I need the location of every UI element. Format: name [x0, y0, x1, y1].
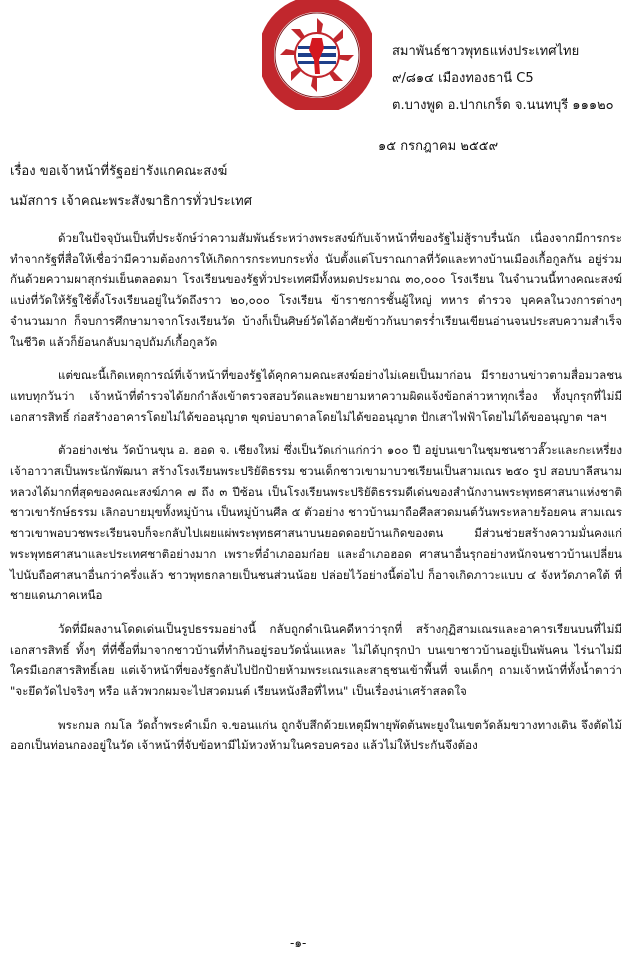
letter-date: ๑๕ กรกฎาคม ๒๕๕๙: [378, 139, 499, 154]
page-number: -๑-: [290, 936, 307, 950]
sender-organization: สมาพันธ์ชาวพุทธแห่งประเทศไทย: [392, 44, 580, 59]
body-paragraph: วัดที่มีผลงานโดดเด่นเป็นรูปธรรมอย่างนี้ กลับถูกดำเนินคดีหาว่ารุกที่ สร้างกุฏิสามเณรและอาคารเรียนบนที่ไม่มีเอกสารสิทธิ์ ทั้งๆ ที่ที่ซื้อที่มาจากชาวบ้านที่ทำกินอยู่รอบวัดนั่นแหละ ไม่ได้บุกรุกป่า บนเขาชาวบ้านอยู่เป็นพันคน ไร่นาไม่มีใครมีเอกสารสิทธิ์เลย แต่เจ้าหน้าที่ของรัฐกลับไปปักป้ายห้ามพระเณรและสาธุชนเข้าพื้นที่ จนเด็กๆ ถามเจ้าหน้าที่ทั้งน้ำตาว่า "จะยึดวัดไปจริงๆ หรือ แล้วพวกผมจะไปสวดมนต์ เรียนหนังสือที่ไหน" เป็นเรื่องน่าเศร้าสลดใจ: [10, 621, 622, 699]
body-paragraph: ตัวอย่างเช่น วัดบ้านขุน อ. ฮอด จ. เชียงใหม่ ซึ่งเป็นวัดเก่าแก่กว่า ๑๐๐ ปี อยู่บนเขาในชุมชนชาวลั๊วะและกะเหรี่ยง เจ้าอาวาสเป็นพระนักพัฒนา สร้างโรงเรียนพระปริยัติธรรม ชวนเด็กชาวเขามาบวชเรียนเป็นสามเณร ๒๕๐ รูป สอบบาลีสนามหลวงได้มากที่สุดของคณะสงฆ์ภาค ๗ ถึง ๓ ปีซ้อน เป็นโรงเรียนพระปริยัติธรรมดีเด่นของสำนักงานพระพุทธศาสนาแห่งชาติ ชาวเขารักษ์ธรรม เลิกอบายมุขทั้งหมู่บ้าน เป็นหมู่บ้านศีล ๕ ตัวอย่าง ชาวบ้านมาถือศีลสวดมนต์วันพระหลายร้อยคน สามเณรชาวเขาพอบวชพระเรียนจบก็จะกลับไปเผยแผ่พระพุทธศาสนาบนยอดดอยบ้านเกิดของตน มีส่วนช่วยสร้างความมั่นคงแก่พระพุทธศาสนาและประเทศชาติอย่างมาก เพราะที่อำเภออมก๋อย และอำเภอฮอด ศาสนาอื่นรุกอย่างหนักจนชาวบ้านเปลี่ยนไปนับถือศาสนาอื่นกว่าครึ่งแล้ว ชาวพุทธกลายเป็นชนส่วนน้อย ปล่อยไว้อย่างนี้ต่อไป ก็อาจเกิดภาวะแบบ ๔ จังหวัดภาคใต้ ที่ชายแดนภาคเหนือ: [10, 443, 622, 603]
letter-body: [10, 228, 622, 769]
federation-seal-logo: [262, 0, 372, 110]
body-paragraph: ด้วยในปัจจุบันเป็นที่ประจักษ์ว่าความสัมพันธ์ระหว่างพระสงฆ์กับเจ้าหน้าที่ของรัฐไม่สู้ราบรื่นนัก เนื่องจากมีการกระทำจากรัฐที่สื่อให้เชื่อว่ามีความต้องการให้เกิดการกระทบกระทั่ง นับตั้งแต่โบราณกาลที่วัดและทางบ้านเมืองเกื้อกูลกัน อยู่ร่วมกันด้วยความผาสุกร่มเย็นตลอดมา โรงเรียนของรัฐทั่วประเทศมีทั้งหมดประมาณ ๓๐,๐๐๐ โรงเรียน ในจำนวนนี้ทางคณะสงฆ์แบ่งที่วัดให้รัฐใช้ตั้งโรงเรียนอยู่ในวัดถึงราว ๒๐,๐๐๐ โรงเรียน ข้าราชการชั้นผู้ใหญ่ ทหาร ตำรวจ บุคคลในวงการต่างๆ จำนวนมาก ก็จบการศึกษามาจากโรงเรียนวัด บ้างก็เป็นศิษย์วัดได้อาศัยข้าวก้นบาตรร่ำเรียนเขียนอ่านจนประสบความสำเร็จในชีวิต แล้วก็ย้อนกลับมาอุปถัมภ์เกื้อกูลวัด: [10, 231, 622, 349]
body-paragraph: พระกมล กมโล วัดถ้ำพระคำเม็ก จ.ขอนแก่น ถูกจับสึกด้วยเหตุมีพายุพัดต้นพะยูงในเขตวัดล้มขวางทางเดิน จึงตัดไม้ออกเป็นท่อนกองอยู่ในวัด เจ้าหน้าที่จับข้อหามีไม้หวงห้ามในครอบครอง แล้วไม่ให้ประกันจึงต้อง: [10, 717, 622, 753]
letter-salutation: นมัสการ เจ้าคณะพระสังฆาธิการทั่วประเทศ: [10, 194, 252, 209]
sender-street: ๙/๘๑๔ เมืองทองธานี C5: [392, 71, 534, 86]
body-paragraph: แต่ขณะนี้เกิดเหตุการณ์ที่เจ้าหน้าที่ของรัฐได้คุกคามคณะสงฆ์อย่างไม่เคยเป็นมาก่อน มีรายงานข่าวตามสื่อมวลชนแทบทุกวันว่า เจ้าหน้าที่ตำรวจได้ยกกำลังเข้าตรวจสอบวัดและพยายามหาความผิดแจ้งข้อกล่าวหาทุกเรื่อง ทั้งบุกรุกที่ไม่มีเอกสารสิทธิ์ ก่อสร้างอาคารโดยไม่ได้ขออนุญาต ขุดบ่อบาดาลโดยไม่ได้ขออนุญาต ปักเสาไฟฟ้าโดยไม่ได้ขออนุญาต ฯลฯ: [10, 368, 622, 424]
sender-district: ต.บางพูด อ.ปากเกร็ด จ.นนทบุรี ๑๑๑๒๐: [392, 98, 614, 113]
sender-address: [392, 38, 627, 119]
letter-subject: เรื่อง ขอเจ้าหน้าที่รัฐอย่ารังแกคณะสงฆ์: [10, 164, 228, 179]
